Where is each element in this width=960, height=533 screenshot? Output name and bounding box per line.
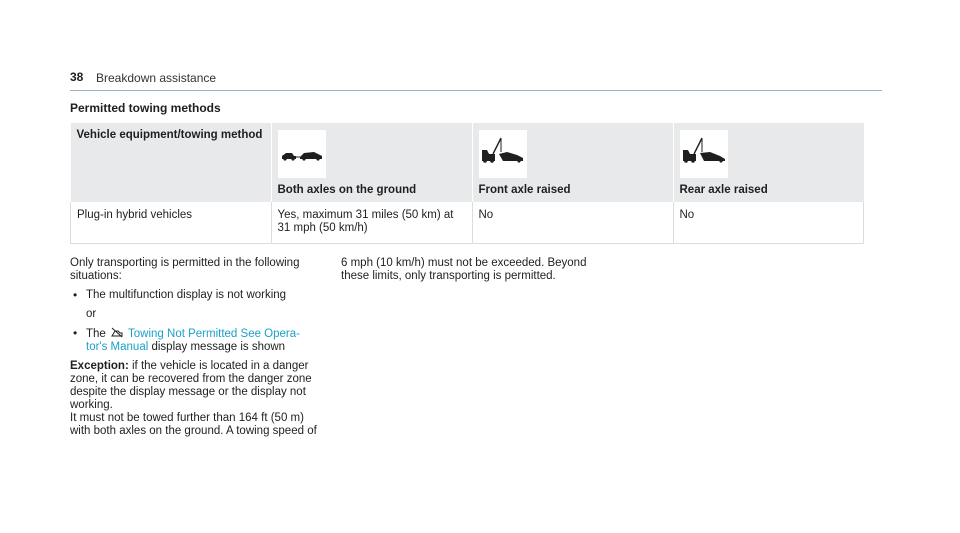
tow-line1: It must not be towed further than 164 ft (50 m)	[70, 412, 304, 424]
towing-warning-icon	[111, 327, 123, 338]
bullet2-post: display message is shown	[151, 341, 286, 353]
speed-line2: these limits, only transporting is permitted.	[341, 270, 556, 282]
header-cell-equipment	[71, 123, 272, 202]
exception-line2: zone, it can be recovered from the danger zone	[70, 373, 312, 385]
header-label-rear-raised: Rear axle raised	[679, 184, 768, 196]
body-left-column	[70, 257, 332, 438]
list-item	[70, 327, 332, 354]
body-right-column	[341, 257, 601, 283]
exception-line1: if the vehicle is located in a danger	[132, 360, 309, 372]
intro-line2: situations:	[70, 270, 122, 282]
bullet1-text: The multifunction display is not working	[86, 289, 287, 301]
towing-both-axles-icon	[278, 130, 326, 178]
header-cell-rear-raised	[673, 123, 864, 202]
header-cell-both-axles	[271, 123, 472, 202]
exception-line4: working.	[70, 399, 113, 411]
display-message-link-2[interactable]: tor's Manual	[86, 341, 149, 353]
tow-line2: with both axles on the ground. A towing speed of	[70, 425, 317, 437]
list-item	[70, 289, 332, 302]
cell-both-axles-line1: Yes, maximum 31 miles (50 km) at	[277, 209, 454, 221]
header-label-equipment: Vehicle equipment/towing method	[76, 129, 263, 141]
intro-line1: Only transporting is permitted in the following	[70, 257, 300, 269]
speed-paragraph	[341, 257, 601, 283]
towing-rear-raised-icon	[680, 130, 728, 178]
or-text: or	[86, 308, 97, 320]
intro-paragraph	[70, 257, 332, 283]
header-cell-front-raised	[472, 123, 673, 202]
page-header	[70, 70, 882, 91]
cell-both-axles-line2: 31 mph (50 km/h)	[277, 222, 368, 234]
page-number: 38	[70, 70, 84, 84]
cell-rear-raised: No	[673, 202, 864, 244]
exception-paragraph	[70, 360, 332, 438]
header-label-both-axles: Both axles on the ground	[277, 184, 417, 196]
table-header-row	[71, 123, 864, 202]
display-message-link-1[interactable]: Towing Not Permitted See Opera-	[128, 328, 300, 340]
page-heading: Permitted towing methods	[70, 101, 221, 115]
cell-vehicle-type: Plug-in hybrid vehicles	[71, 202, 272, 244]
cell-both-axles	[271, 202, 472, 244]
exception-line3: despite the display message or the display not	[70, 386, 306, 398]
exception-label: Exception:	[70, 360, 129, 372]
towing-front-raised-icon	[479, 130, 527, 178]
towing-methods-table	[70, 123, 864, 244]
speed-line1: 6 mph (10 km/h) must not be exceeded. Beyond	[341, 257, 587, 269]
bullet2-pre: The	[86, 328, 106, 340]
table-row	[71, 202, 864, 244]
header-label-front-raised: Front axle raised	[478, 184, 571, 196]
cell-front-raised: No	[472, 202, 673, 244]
section-title: Breakdown assistance	[96, 71, 217, 85]
